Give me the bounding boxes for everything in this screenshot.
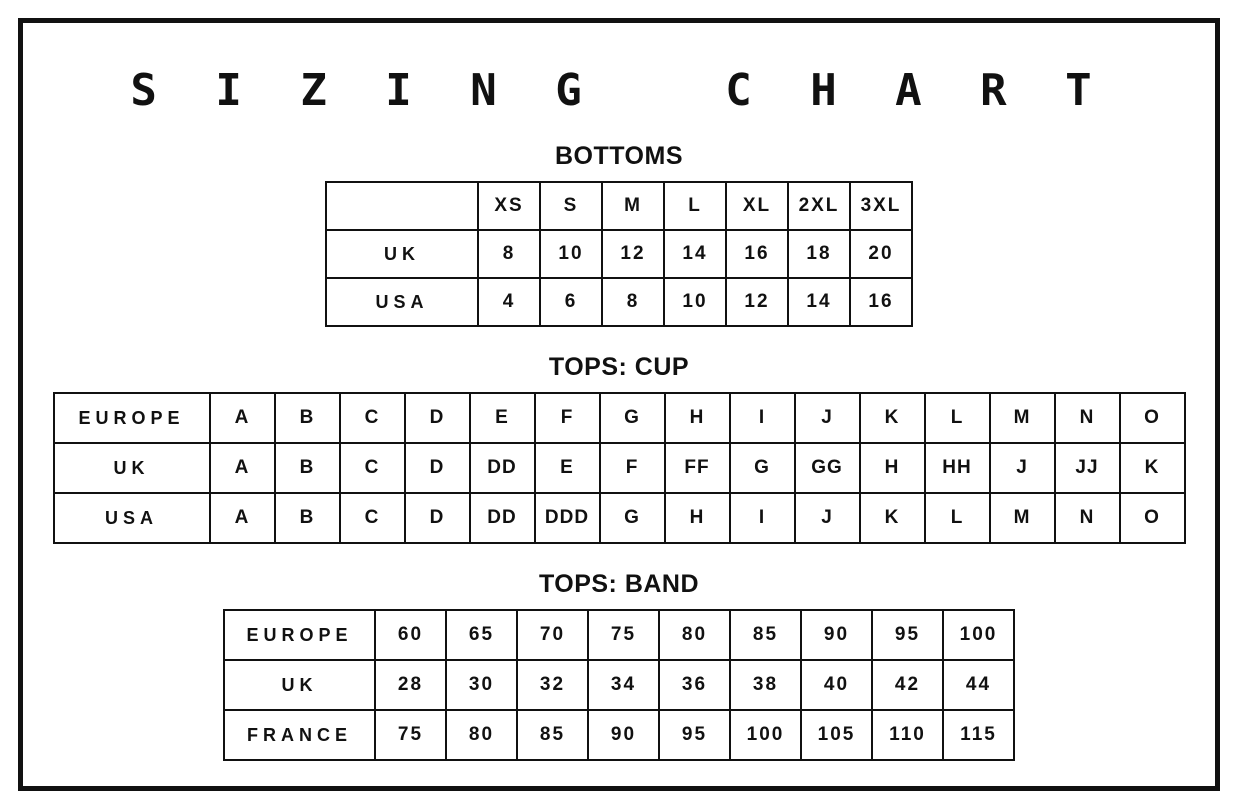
table-cell: 14 <box>788 278 850 326</box>
table-cell: 34 <box>588 660 659 710</box>
table-row-header: UK <box>224 660 375 710</box>
table-cell: 65 <box>446 610 517 660</box>
table-row <box>224 610 1014 660</box>
table-cell: A <box>210 443 275 493</box>
table-cell: HH <box>925 443 990 493</box>
table-cell: 12 <box>602 230 664 278</box>
table-cell: B <box>275 493 340 543</box>
table-cell: D <box>405 443 470 493</box>
table-cell: 2XL <box>788 182 850 230</box>
table-cell: A <box>210 493 275 543</box>
table-cell: L <box>925 393 990 443</box>
table-cell: 115 <box>943 710 1014 760</box>
page-title: S I Z I N G C H A R T <box>130 65 1108 116</box>
table-row <box>54 393 1185 443</box>
table-cell: DD <box>470 443 535 493</box>
table-cell: B <box>275 393 340 443</box>
table-cell: 85 <box>517 710 588 760</box>
table-row-header: EUROPE <box>224 610 375 660</box>
table-cell: O <box>1120 393 1185 443</box>
section-title-tops-band: TOPS: BAND <box>538 570 700 598</box>
table-cell: 38 <box>730 660 801 710</box>
table-cell: 75 <box>375 710 446 760</box>
table-cell: J <box>990 443 1055 493</box>
table-cell: 20 <box>850 230 912 278</box>
table-cell: 14 <box>664 230 726 278</box>
table-cell: K <box>860 493 925 543</box>
table-cell <box>326 182 478 230</box>
table-cell: O <box>1120 493 1185 543</box>
table-row <box>326 182 912 230</box>
table-cell: G <box>600 493 665 543</box>
table-cell: S <box>540 182 602 230</box>
table-cell: B <box>275 443 340 493</box>
table-cell: C <box>340 443 405 493</box>
section-tops-cup <box>23 353 1215 544</box>
table-row <box>326 230 912 278</box>
table-cell: XL <box>726 182 788 230</box>
table-cell: 105 <box>801 710 872 760</box>
table-cell: 8 <box>602 278 664 326</box>
bottoms-size-table <box>325 181 913 327</box>
table-wrap-tops-band <box>23 609 1215 761</box>
table-cell: M <box>990 393 1055 443</box>
table-cell: F <box>535 393 600 443</box>
table-row-header: EUROPE <box>54 393 210 443</box>
table-cell: C <box>340 393 405 443</box>
table-cell: H <box>665 393 730 443</box>
table-cell: 100 <box>730 710 801 760</box>
table-cell: K <box>1120 443 1185 493</box>
table-row <box>224 710 1014 760</box>
table-cell: 40 <box>801 660 872 710</box>
table-cell: 75 <box>588 610 659 660</box>
table-cell: A <box>210 393 275 443</box>
table-row-header: UK <box>326 230 478 278</box>
table-cell: 12 <box>726 278 788 326</box>
table-cell: FF <box>665 443 730 493</box>
tops-band-size-table <box>223 609 1015 761</box>
table-cell: E <box>470 393 535 443</box>
table-row-header: UK <box>54 443 210 493</box>
table-cell: J <box>795 493 860 543</box>
table-cell: 90 <box>588 710 659 760</box>
section-tops-band <box>23 570 1215 761</box>
table-cell: JJ <box>1055 443 1120 493</box>
table-row <box>224 660 1014 710</box>
table-cell: 10 <box>540 230 602 278</box>
table-row-header: USA <box>54 493 210 543</box>
table-cell: DD <box>470 493 535 543</box>
table-row <box>54 443 1185 493</box>
table-cell: N <box>1055 493 1120 543</box>
table-cell: 28 <box>375 660 446 710</box>
table-cell: K <box>860 393 925 443</box>
table-cell: 18 <box>788 230 850 278</box>
table-cell: L <box>925 493 990 543</box>
table-row <box>326 278 912 326</box>
section-title-tops-cup: TOPS: CUP <box>548 353 690 381</box>
table-cell: G <box>600 393 665 443</box>
table-cell: 42 <box>872 660 943 710</box>
table-cell: 32 <box>517 660 588 710</box>
table-cell: I <box>730 393 795 443</box>
table-cell: 8 <box>478 230 540 278</box>
table-cell: 4 <box>478 278 540 326</box>
table-cell: G <box>730 443 795 493</box>
table-cell: 60 <box>375 610 446 660</box>
table-cell: D <box>405 493 470 543</box>
table-cell: J <box>795 393 860 443</box>
table-cell: 6 <box>540 278 602 326</box>
table-cell: 80 <box>659 610 730 660</box>
table-cell: 70 <box>517 610 588 660</box>
table-cell: 36 <box>659 660 730 710</box>
table-cell: H <box>860 443 925 493</box>
section-title-bottoms: BOTTOMS <box>554 142 684 170</box>
table-cell: 110 <box>872 710 943 760</box>
table-cell: D <box>405 393 470 443</box>
table-row-header: FRANCE <box>224 710 375 760</box>
table-wrap-tops-cup <box>23 392 1215 544</box>
table-cell: F <box>600 443 665 493</box>
table-cell: XS <box>478 182 540 230</box>
table-cell: 3XL <box>850 182 912 230</box>
tops-cup-size-table <box>53 392 1186 544</box>
table-cell: M <box>602 182 664 230</box>
table-cell: DDD <box>535 493 600 543</box>
table-cell: 16 <box>850 278 912 326</box>
section-bottoms <box>23 142 1215 327</box>
table-cell: 90 <box>801 610 872 660</box>
table-cell: 85 <box>730 610 801 660</box>
table-cell: 80 <box>446 710 517 760</box>
table-cell: GG <box>795 443 860 493</box>
table-cell: C <box>340 493 405 543</box>
table-cell: 95 <box>872 610 943 660</box>
table-cell: N <box>1055 393 1120 443</box>
table-cell: I <box>730 493 795 543</box>
table-row-header: USA <box>326 278 478 326</box>
table-row <box>54 493 1185 543</box>
table-wrap-bottoms <box>23 181 1215 327</box>
table-cell: M <box>990 493 1055 543</box>
table-cell: L <box>664 182 726 230</box>
table-cell: H <box>665 493 730 543</box>
table-cell: 44 <box>943 660 1014 710</box>
table-cell: 10 <box>664 278 726 326</box>
table-cell: 30 <box>446 660 517 710</box>
table-cell: E <box>535 443 600 493</box>
page-border-frame <box>18 18 1220 791</box>
table-cell: 100 <box>943 610 1014 660</box>
table-cell: 95 <box>659 710 730 760</box>
table-cell: 16 <box>726 230 788 278</box>
